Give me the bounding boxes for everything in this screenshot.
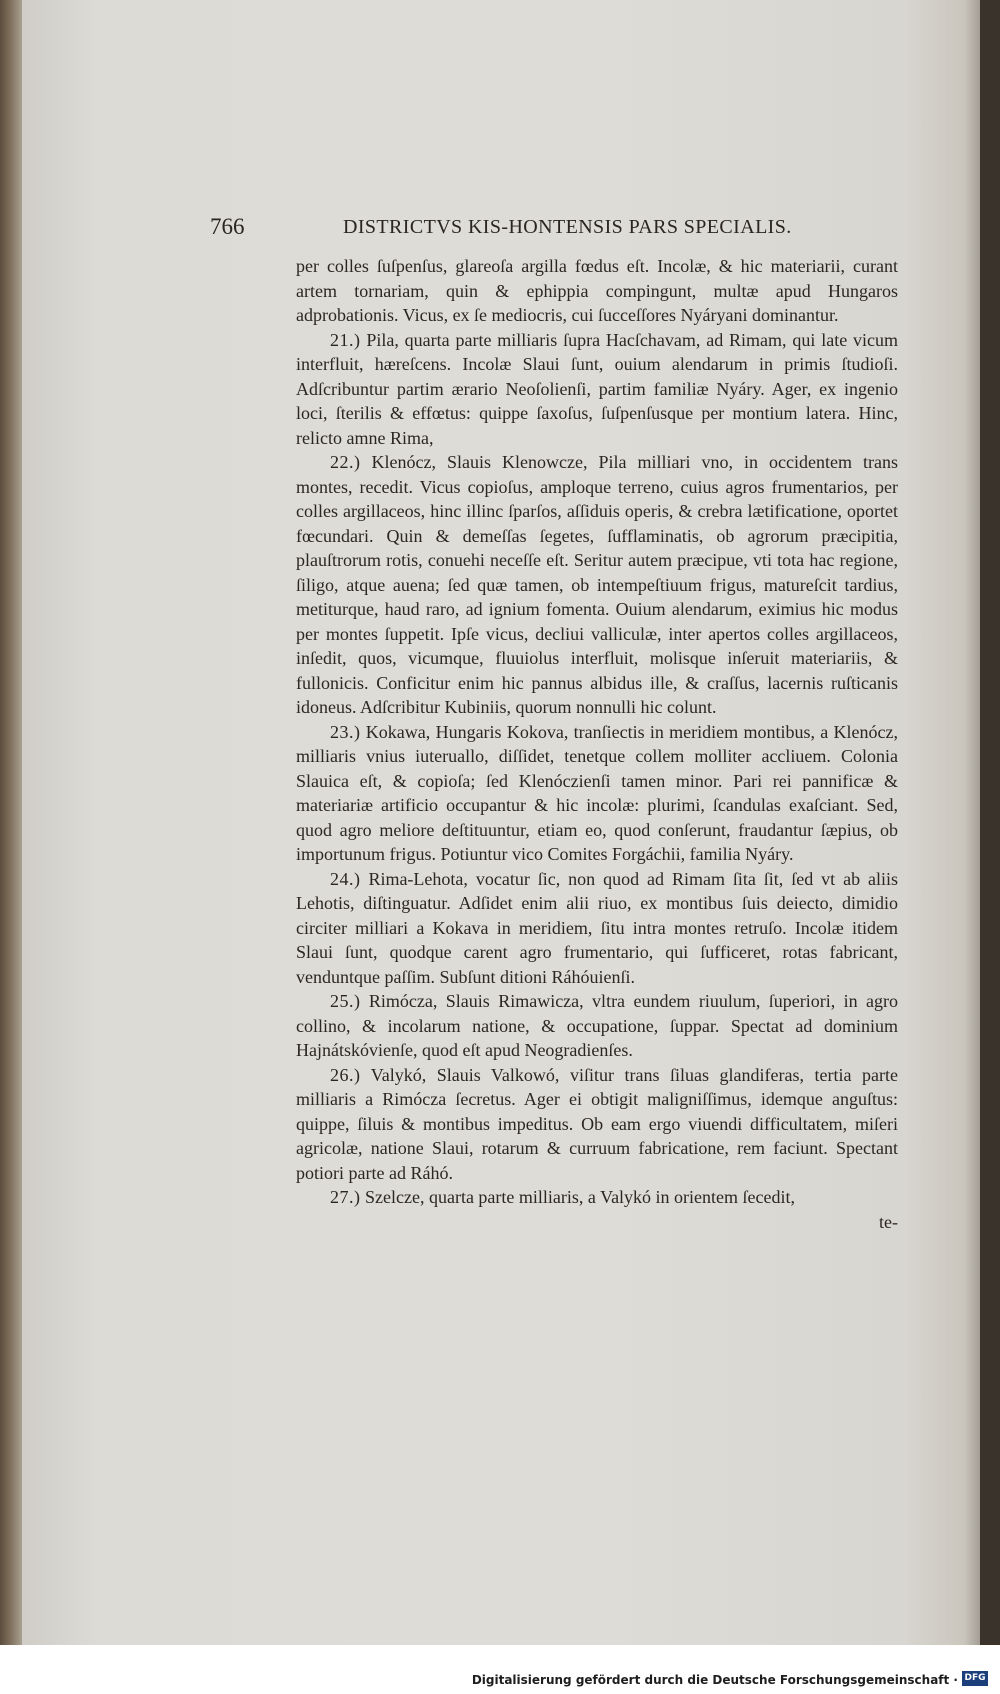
dfg-logo-icon: DFG [962, 1671, 988, 1686]
running-title: DISTRICTVS KIS-HONTENSIS PARS SPECIALIS. [343, 216, 792, 238]
paragraph-text: Szelcze, quarta parte milliaris, a Valykó in orientem ſecedit, [365, 1187, 796, 1207]
paragraph-text: Klenócz, Slauis Klenowcze, Pila milliari vno, in occidentem trans montes, recedit. Vicus copioſus, amploque terreno, cuius agros frumentarios, per colles argillaceos, hinc illinc ſparſos, aſſiduis operis, & crebra lætificatione, oportet fœcundari. Quin & demeſſas ſegetes, ſufflaminatis, ob agrorum præcipitia, plauſtrorum rotis, conuehi neceſſe eſt. Seritur autem præcipue, vti tota hac regione, ſiligo, atque auena; ſed quæ tamen, ob intempeſtiuum frigus, matureſcit tardius, metiturque, haud raro, ad ignium fomenta. Ouium alendarum, eximius hic modus per montes ſuppetit. Ipſe vicus, decliui valliculæ, inter apertos colles argillaceos, inſedit, quos, vicumque, fluuiolus interfluit, molisque inſeruit materiariis, & fullonicis. Conficitur enim hic pannus albidus ille, & craſſus, lacernis ruſticanis idoneus. Adſcribitur Kubiniis, quorum nonnulli hic colunt. [296, 452, 898, 717]
paragraph-text: Kokawa, Hungaris Kokova, tranſiectis in meridiem montibus, a Klenócz, milliaris vnius iuteruallo, diſſidet, tenetque collem molliter accliuem. Colonia Slauica eſt, & copioſa; ſed Klenóczienſi tamen minor. Pari rei pannificæ & materiariæ artificio occupantur & hic incolæ: plurimi, ſcandulas exaſciant. Sed, quod agro meliore deſtituuntur, etiam eo, quod conſerunt, fraudantur ſæpius, ob importunum frigus. Potiuntur vico Comites Forgáchii, familia Nyáry. [296, 721, 898, 864]
paragraph-continuation [296, 254, 898, 328]
book-fore-edge [0, 0, 22, 1645]
entry-paragraph [296, 989, 898, 1063]
entry-number: 24.) [330, 868, 361, 889]
catchword: te- [879, 1211, 898, 1232]
digitization-credit: Digitalisierung gefördert durch die Deutsche Forschungsgemeinschaft · [471, 1673, 958, 1687]
entry-number: 21.) [330, 329, 361, 350]
paragraph-text: Rimócza, Slauis Rimawicza, vltra eundem riuulum, ſuperiori, in agro collino, & incolarum natione, & occupatione, ſuppar. Spectat ad dominium Hajnátskóvienſe, quod eſt apud Neogradienſes. [296, 991, 899, 1060]
entry-number: 27.) [330, 1187, 361, 1207]
paragraph-text: per colles ſuſpenſus, glareoſa argilla fœdus eſt. Incolæ, & hic materiarii, curant artem tornariam, quin & ephippia compingunt, multæ apud Hungaros adprobationis. Vicus, ex ſe mediocris, cui ſucceſſores Nyáryani dominantur. [296, 256, 898, 325]
paragraph-text: Pila, quarta parte milliaris ſupra Hacſchavam, ad Rimam, qui late vicum interfluit, hæreſcens. Incolæ Slaui ſunt, ouium alendarum in primis ſtudioſi. Adſcribuntur partim ærario Neoſolienſi, partim familiæ Nyáry. Ager, ex ingenio loci, ſterilis & effœtus: quippe ſaxoſus, ſuſpenſusque per montium latera. Hinc, relicto amne Rima, [296, 329, 899, 448]
page-gutter-shadow [964, 0, 980, 1645]
body-text [296, 254, 898, 1234]
entry-number: 26.) [330, 1064, 361, 1085]
entry-paragraph [296, 720, 898, 867]
entry-paragraph [296, 1185, 898, 1210]
entry-number: 23.) [330, 721, 361, 742]
entry-paragraph [296, 450, 898, 720]
entry-number: 25.) [330, 991, 361, 1011]
paragraph-text: Valykó, Slauis Valkowó, viſitur trans ſiluas glandiferas, tertia parte milliaris a Rimócza ſecretus. Ager ei obtigit maligniſſimus, idemque anguſtus: quippe, ſiluis & montibus impeditus. Ob eam ergo viuendi difficultatem, miſeri agricolæ, natione Slaui, rotarum & curruum fabricatione, rem faciunt. Spectant potiori parte ad Ráhó. [296, 1064, 898, 1183]
entry-paragraph [296, 1063, 898, 1186]
entry-paragraph [296, 328, 898, 451]
entry-paragraph [296, 867, 898, 990]
paragraph-text: Rima-Lehota, vocatur ſic, non quod ad Rimam ſita ſit, ſed vt ab aliis Lehotis, diſtinguatur. Adſidet enim alii riuo, ex montibus ſuis deiecto, dimidio circiter milliari a Kokava in meridiem, ſitu intra montes retruſo. Incolæ itidem Slaui ſunt, quodque carent agro frumentario, qui ſufficeret, rotas fabricant, venduntque paſſim. Subſunt ditioni Ráhóuienſi. [296, 868, 899, 987]
entry-number: 22.) [330, 452, 361, 472]
page-number: 766 [210, 214, 245, 239]
